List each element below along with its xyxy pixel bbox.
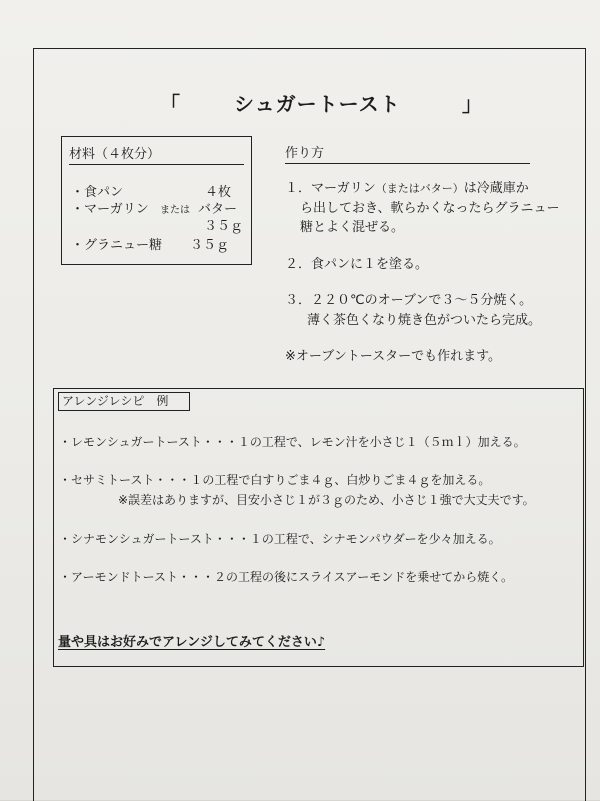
ingredient-bread-amount: ４枚 bbox=[205, 185, 232, 200]
arrange-lemon: ・レモンシュガートースト・・・１の工程で、レモン汁を小さじ１（５ｍｌ）加える。 bbox=[59, 435, 526, 449]
ingredient-margarine-name: ・マーガリン bbox=[71, 202, 149, 217]
arrange-sesame: ・セサミトースト・・・１の工程で白すりごま４ｇ、白炒りごま４ｇを加える。 bbox=[59, 473, 491, 487]
method-note: ※オーブントースターでも作れます。 bbox=[285, 349, 502, 364]
arrange-heading: アレンジレシピ 例 bbox=[58, 392, 190, 411]
ingredients-heading: 材料（４枚分） bbox=[69, 143, 244, 165]
ingredient-bread-name: ・食パン bbox=[71, 185, 124, 200]
ingredient-margarine-or: または bbox=[160, 205, 190, 216]
step1-part-small: （またはバター） bbox=[375, 182, 464, 195]
method-step1-line1 bbox=[285, 178, 529, 199]
arrange-footer-note: 量や具はお好みでアレンジしてみてください♪ bbox=[58, 635, 326, 650]
method-step3-line2: 薄く茶色くなり焼き色がついたら完成。 bbox=[307, 313, 542, 328]
ingredients-box bbox=[61, 136, 252, 265]
title-open-bracket: 「 bbox=[160, 92, 180, 116]
arrange-almond: ・アーモンドトースト・・・２の工程の後にスライスアーモンドを乗せてから焼く。 bbox=[59, 570, 513, 584]
step1-part-b: は冷蔵庫か bbox=[463, 181, 529, 196]
arrange-box bbox=[53, 388, 584, 667]
method-step1-line3: 糖とよく混ぜる。 bbox=[300, 220, 405, 235]
ingredient-sugar-amount: ３５ｇ bbox=[190, 238, 230, 253]
title-close-bracket: 」 bbox=[462, 92, 482, 116]
ingredient-sugar-name: ・グラニュー糖 bbox=[71, 238, 163, 253]
title-text: シュガートースト bbox=[234, 92, 401, 116]
ingredient-margarine-amount: ３５ｇ bbox=[204, 219, 244, 234]
arrange-cinnamon: ・シナモンシュガートースト・・・１の工程で、シナモンパウダーを少々加える。 bbox=[59, 532, 501, 546]
method-step3-line1: ３．２２０℃のオーブンで３～５分焼く。 bbox=[285, 293, 533, 308]
ingredient-margarine-alt: バター bbox=[198, 202, 238, 217]
method-heading: 作り方 bbox=[285, 142, 530, 164]
method-step2: ２．食パンに１を塗る。 bbox=[285, 257, 429, 272]
method-step1-line2: ら出しておき、軟らかくなったらグラニュー bbox=[300, 201, 560, 216]
recipe-title bbox=[150, 88, 490, 116]
step1-part-a: １．マーガリン bbox=[285, 181, 376, 196]
arrange-sesame-note: ※誤差はありますが、目安小さじ１が３ｇのため、小さじ１強で大丈夫です。 bbox=[118, 493, 535, 507]
